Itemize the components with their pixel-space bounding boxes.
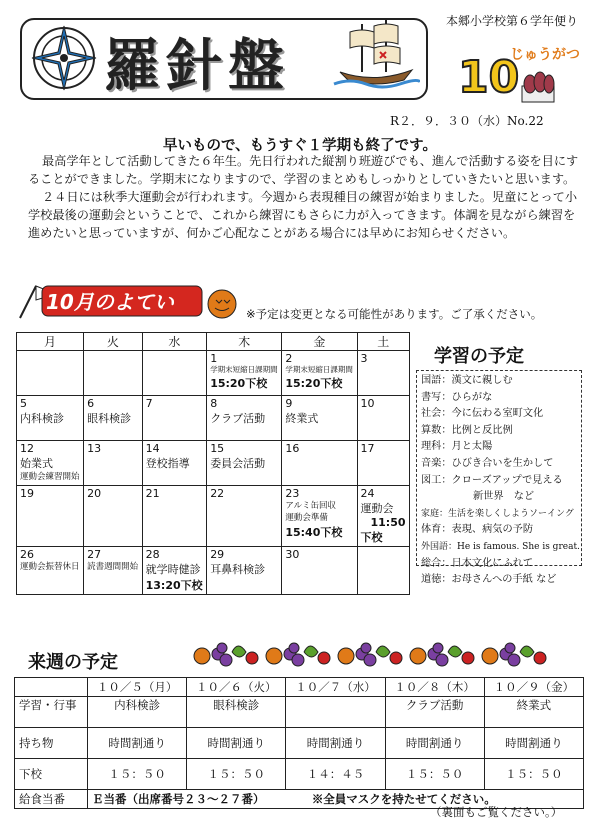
calendar-cell	[84, 547, 143, 595]
calendar-cell	[84, 486, 143, 547]
calendar-week-3	[17, 441, 410, 486]
date-number: 29	[210, 548, 225, 561]
date-header: １０／８（木）	[385, 678, 484, 697]
dismissal-time: 13:20下校	[145, 579, 203, 592]
calendar-cell	[207, 351, 282, 396]
date-number: 24	[360, 487, 375, 500]
learning-item: 音楽：ひびき合いを生かして	[421, 457, 554, 469]
intro-paragraph-2	[28, 188, 580, 242]
calendar-cell	[282, 547, 357, 595]
calendar-cell	[142, 351, 207, 396]
dismissal-cell: １４：４５	[286, 759, 385, 790]
row-label: 持ち物	[15, 728, 88, 759]
event-text: 就学時健診	[145, 563, 201, 576]
intro-paragraph-1-text: 最高学年として活動してきた６年生。先日行われた縦割り班遊びでも、進んで活動する姿を目にすることができました。学期末になりますので、学習のまとめもしっかりとしていきたいと思います。	[28, 154, 579, 186]
calendar-cell	[282, 486, 357, 547]
issue-dateline: R２．９．３０（水）No.22	[390, 114, 544, 128]
intro-paragraph-2-text: ２４日には秋季大運動会が行われます。今週から表現種目の練習が始まりました。児童にとって小学校最後の運動会ということで、これから練習にもさらに力が入ってきます。体調を見ながら練習を進めたいと思っていますが、何かご心配なことがある場合には早めにお知らせください。	[28, 190, 578, 240]
calendar-cell	[84, 396, 143, 441]
belongings-cell: 時間割通り	[187, 728, 286, 759]
calendar-cell	[357, 441, 410, 486]
calendar-week-5	[17, 547, 410, 595]
date-number: 9	[285, 397, 293, 410]
event-text: 耳鼻科検診	[210, 563, 266, 576]
learning-item: 新世界 など	[473, 491, 535, 503]
date-number: 20	[87, 487, 102, 500]
event-text: 運動会	[360, 502, 394, 515]
date-number: 8	[210, 397, 218, 410]
row-label: 給食当番	[15, 790, 88, 809]
belongings-cell: 時間割通り	[484, 728, 583, 759]
calendar-cell	[357, 351, 410, 396]
calendar-week-1	[17, 351, 410, 396]
day-tue: 火	[84, 333, 143, 351]
date-header: １０／５（月）	[88, 678, 187, 697]
belongings-row	[15, 728, 584, 759]
newsletter-title: 羅針盤	[104, 33, 290, 99]
school-name: 本郷小学校第６学年便り	[446, 14, 579, 28]
calendar-cell	[84, 351, 143, 396]
event-text: 運動会準備	[285, 513, 328, 523]
learning-item: 外国語：He is famous. She is great.	[421, 541, 580, 552]
calendar-cell	[17, 351, 84, 396]
date-number: 15	[210, 442, 225, 455]
calendar-cell	[17, 547, 84, 595]
date-number: 26	[20, 548, 34, 561]
calendar-cell	[282, 441, 357, 486]
learning-item: 総合：日本文化にふれて	[421, 557, 534, 569]
learning-item: 算数：比例と反比例	[421, 424, 513, 436]
events-row	[15, 697, 584, 728]
event-cell: クラブ活動	[385, 697, 484, 728]
sweet-potato-icon	[518, 68, 558, 106]
calendar-cell	[17, 486, 84, 547]
dismissal-time: 15:40下校	[285, 526, 343, 539]
autumn-fruit-border	[192, 636, 580, 670]
calendar-cell	[207, 396, 282, 441]
calendar-cell	[357, 547, 410, 595]
date-header: １０／６（火）	[187, 678, 286, 697]
lunch-duty: Ｅ当番（出席番号２３～２７番）	[92, 792, 265, 806]
date-number: 1	[210, 352, 218, 365]
calendar-cell	[207, 486, 282, 547]
event-cell: 内科検診	[88, 697, 187, 728]
calendar-cell	[207, 547, 282, 595]
learning-plan-box	[416, 370, 582, 586]
dismissal-cell: １５：５０	[88, 759, 187, 790]
dismissal-label: 下校	[360, 531, 383, 544]
dismissal-cell: １５：５０	[385, 759, 484, 790]
month-number: 10	[458, 52, 520, 103]
learning-item: 体育：表現、病気の予防	[421, 524, 534, 536]
corner-cell	[15, 678, 88, 697]
date-number: 3	[360, 352, 368, 365]
calendar-cell	[207, 441, 282, 486]
dates-row	[15, 678, 584, 697]
day-fri: 金	[282, 333, 357, 351]
cell-note: 運動会振替休日	[20, 562, 80, 572]
calendar-cell	[142, 396, 207, 441]
calendar-cell	[142, 547, 207, 595]
event-text: 終業式	[285, 412, 319, 425]
calendar-cell	[142, 486, 207, 547]
date-number: 2	[285, 352, 293, 365]
event-text: 眼科検診	[87, 412, 132, 425]
cell-note: アルミ缶回収	[285, 501, 337, 511]
date-number: 27	[87, 548, 102, 561]
event-text: 読書週間開始	[87, 562, 139, 572]
event-text: 委員会活動	[210, 457, 266, 470]
learning-item: 理科：月と太陽	[421, 441, 493, 453]
day-thu: 木	[207, 333, 282, 351]
learning-item: 国語：漢文に親しむ	[421, 375, 513, 386]
date-number: 10	[360, 397, 375, 410]
learning-item: 書写：ひらがな	[421, 391, 493, 403]
date-number: 19	[20, 487, 34, 500]
next-week-table	[14, 677, 584, 809]
event-cell: 終業式	[484, 697, 583, 728]
calendar-cell	[84, 441, 143, 486]
date-number: 21	[145, 487, 160, 500]
date-header: １０／７（水）	[286, 678, 385, 697]
headline: 早いもので、もうすぐ１学期も終了です。	[162, 138, 438, 154]
compass-icon	[28, 22, 100, 94]
cell-note: 運動会練習開始	[20, 472, 80, 482]
date-header: １０／９（金）	[484, 678, 583, 697]
date-number: 28	[145, 548, 160, 561]
mask-note: ※全員マスクを持たせてください。	[311, 792, 496, 806]
date-number: 7	[145, 397, 153, 410]
learning-item: 社会：今に伝わる室町文化	[421, 408, 544, 420]
learning-plan-title: 学習の予定	[434, 346, 524, 367]
cell-note: 学期末短縮日課期間	[285, 365, 353, 374]
dismissal-cell: １５：５０	[484, 759, 583, 790]
dismissal-time: 15:20下校	[210, 377, 268, 390]
event-cell: 眼科検診	[187, 697, 286, 728]
event-cell	[286, 697, 385, 728]
banner-text: 10月のよてい	[46, 290, 174, 314]
belongings-cell: 時間割通り	[385, 728, 484, 759]
dismissal-row	[15, 759, 584, 790]
dismissal-time: 11:50	[370, 516, 406, 529]
date-number: 13	[87, 442, 102, 455]
date-number: 16	[285, 442, 300, 455]
ship-icon	[330, 14, 420, 92]
calendar-cell	[17, 441, 84, 486]
calendar-cell	[357, 396, 410, 441]
schedule-notice: ※予定は変更となる可能性があります。ご了承ください。	[246, 307, 543, 321]
calendar-header-row	[17, 333, 410, 351]
dismissal-cell: １５：５０	[187, 759, 286, 790]
date-number: 22	[210, 487, 225, 500]
learning-item: 道徳：お母さんへの手紙 など	[421, 574, 557, 586]
calendar-cell	[282, 351, 357, 396]
october-calendar	[16, 332, 410, 595]
next-week-title: 来週の予定	[28, 652, 118, 673]
day-sat: 土	[357, 333, 410, 351]
belongings-cell: 時間割通り	[286, 728, 385, 759]
cell-note: 学期末短縮日課期間	[210, 365, 278, 374]
calendar-cell	[282, 396, 357, 441]
calendar-cell	[142, 441, 207, 486]
event-text: 始業式	[20, 457, 53, 470]
date-number: 17	[360, 442, 375, 455]
month-kana: じゅうがつ	[510, 47, 580, 63]
date-number: 12	[20, 442, 34, 455]
date-number: 6	[87, 397, 95, 410]
learning-item: 図工：クローズアップで見える	[421, 474, 563, 486]
calendar-cell	[357, 486, 410, 547]
event-text: クラブ活動	[210, 412, 266, 425]
date-number: 14	[145, 442, 160, 455]
calendar-cell	[17, 396, 84, 441]
belongings-cell: 時間割通り	[88, 728, 187, 759]
date-number: 23	[285, 487, 300, 500]
day-wed: 水	[142, 333, 207, 351]
intro-paragraph-1	[28, 152, 580, 188]
row-label: 下校	[15, 759, 88, 790]
dismissal-time: 15:20下校	[285, 377, 343, 390]
calendar-week-2	[17, 396, 410, 441]
event-text: 登校指導	[145, 457, 190, 470]
see-reverse-note: （裏面もご覧ください。）	[430, 805, 563, 819]
event-text: 内科検診	[20, 412, 64, 425]
date-number: 30	[285, 548, 300, 561]
row-label: 学習・行事	[15, 697, 88, 728]
learning-item: 家庭：生活を楽しくしようソーイング	[421, 508, 574, 519]
calendar-week-4	[17, 486, 410, 547]
date-number: 5	[20, 397, 27, 410]
day-mon: 月	[17, 333, 84, 351]
